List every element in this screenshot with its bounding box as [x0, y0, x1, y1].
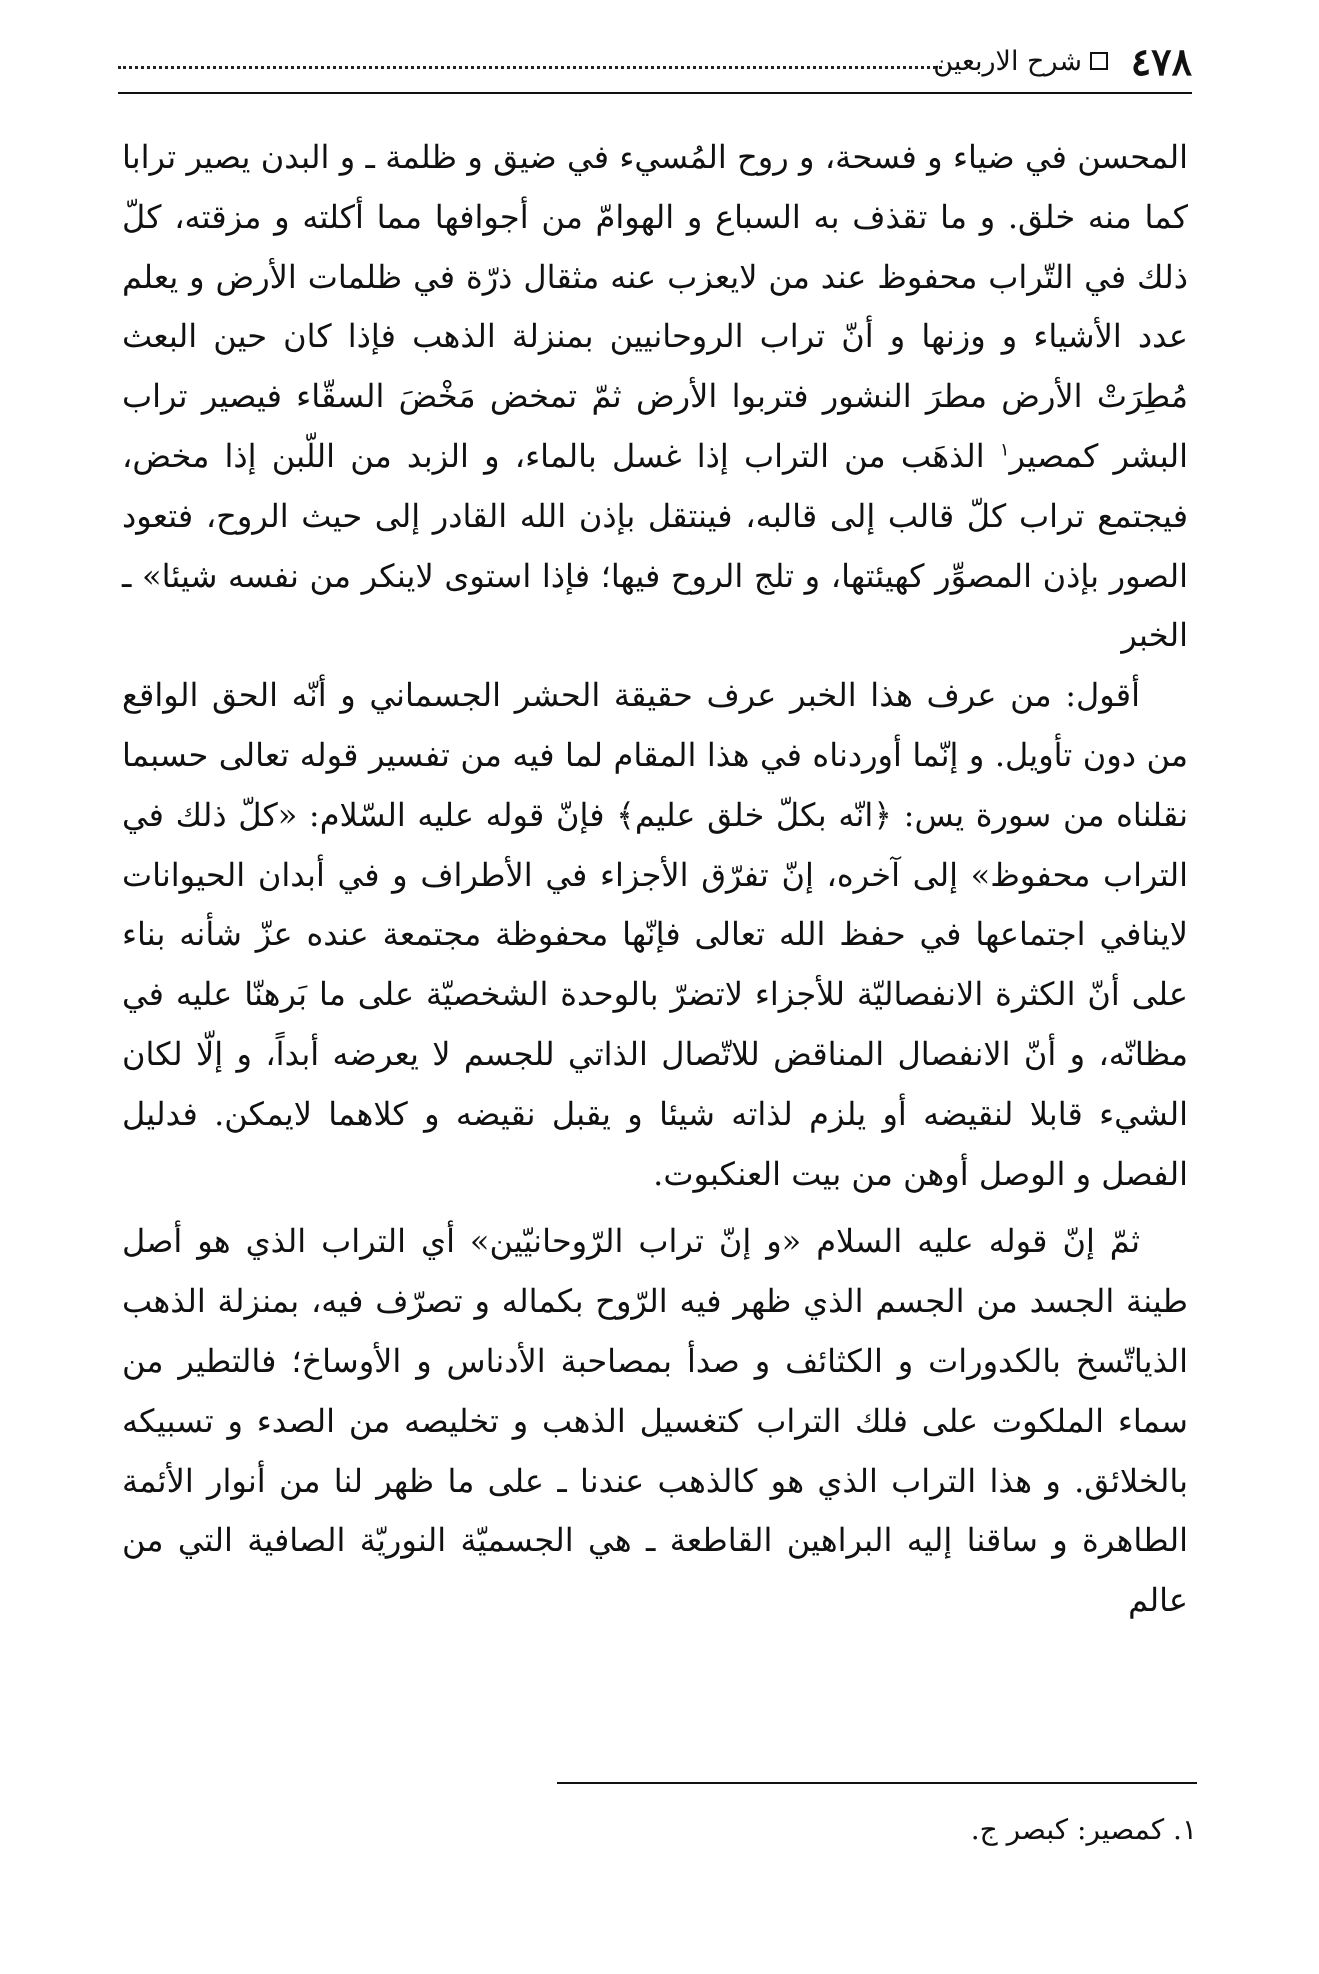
paragraph-3: ثمّ إنّ قوله عليه السلام «و إنّ تراب الرّوحانيّين» أي التراب الذي هو أصل طينة الجسد من الجسم الذي ظهر فيه الرّوح بكماله و تصرّف فيه، بمنزلة الذهب الذياتّسخ بالكدورات و الكثائف و صدأ بمصاحبة الأدناس و الأوساخ؛ فالتطير من سماء الملكوت على فلك التراب كتغسيل الذهب و تخليصه من الصدء و تسبيكه بالخلائق. و هذا التراب الذي هو كالذهب عندنا ـ على ما ظهر لنا من أنوار الأئمة الطاهرة و ساقنا إليه البراهين القاطعة ـ هي الجسميّة النوريّة الصافية التي من عالم [122, 1222, 1189, 1620]
footnote-marker: ١ [999, 439, 1010, 461]
paragraph-1-text: المحسن في ضياء و فسحة، و روح المُسيء في ضيق و ظلمة ـ و البدن يصير ترابا كما منه خلق. و ما تقذف به السباع و الهوامّ من أجوافها مما أكلته و مزقته، كلّ ذلك في التّراب محفوظ عند من لايعزب عنه مثقال ذرّة في ظلمات الأرض و يعلم عدد الأشياء و وزنها و أنّ تراب الروحانيين بمنزلة الذهب فإذا كان حين البعث مُطِرَتْ الأرض مطرَ النشور فتربوا الأرض ثمّ تمخض مَخْضَ السقّاء فيصير تراب البشر كمصير [122, 138, 1189, 475]
paragraph-1-continuation: الذهَب من التراب إذا غسل بالماء، و الزبد من اللّبن إذا مخض، فيجتمع تراب كلّ قالب إلى قالبه، فينتقل بإذن الله القادر إلى حيث الروح، فتعود الصور بإذن المصوِّر كهيئتها، و تلج الروح فيها؛ فإذا استوى لاينكر من نفسه شيئا» ـ الخبر [122, 436, 1189, 655]
page-header [118, 36, 1192, 92]
main-text [122, 128, 1188, 1631]
footnote: ١. كمصير: كبصر ج. [970, 1813, 1197, 1846]
header-dot-leader [118, 66, 942, 69]
header-square-icon [1090, 52, 1108, 70]
footnote-rule [557, 1782, 1197, 1784]
paragraph-2: أقول: من عرف هذا الخبر عرف حقيقة الحشر الجسماني و أنّه الحق الواقع من دون تأويل. و إنّما أوردناه في هذا المقام لما فيه من تفسير قوله تعالى حسبما نقلناه من سورة يس: ﴿انّه بكلّ خلق عليم﴾ فإنّ قوله عليه السّلام: «كلّ ذلك في التراب محفوظ» إلى آخره، إنّ تفرّق الأجزاء في الأطراف و في أبدان الحيوانات لاينافي اجتماعها في حفظ الله تعالى فإنّها محفوظة مجتمعة عنده عزّ شأنه بناء على أنّ الكثرة الانفصاليّة للأجزاء لاتضرّ بالوحدة الشخصيّة على ما بَرهنّا عليه في مظانّه، و أنّ الانفصال المناقض للاتّصال الذاتي للجسم لا يعرضه أبداً، و إلّا لكان الشيء قابلا لنقيضه أو يلزم لذاته شيئا و يقبل نقيضه و كلاهما لايمكن. فدليل الفصل و الوصل أوهن من بيت العنكبوت. [122, 676, 1189, 1193]
header-rule [118, 92, 1192, 94]
page-number: ٤٧٨ [1130, 39, 1192, 84]
running-title: شرح الاربعين [933, 46, 1082, 77]
paragraph-1 [122, 128, 1188, 666]
